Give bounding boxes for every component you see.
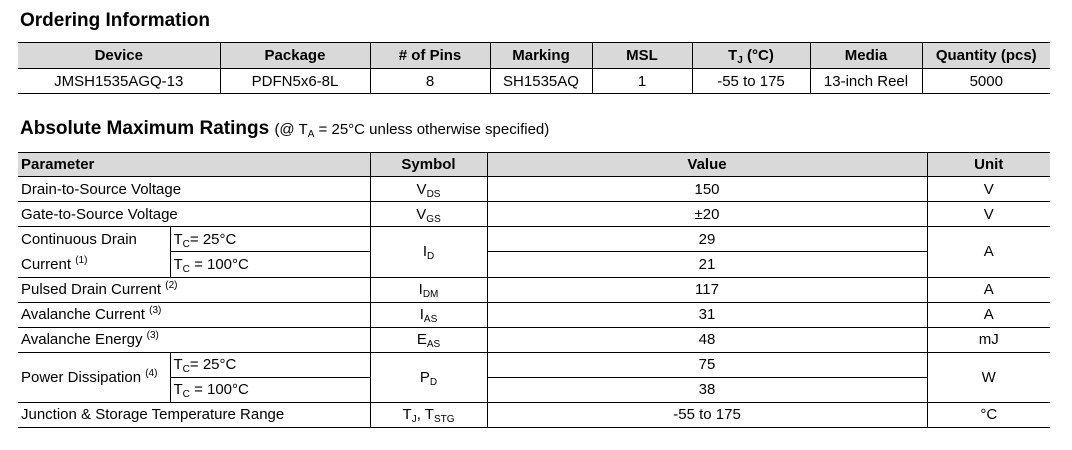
param-id-line2: Current $^{(1)}$ [18, 252, 170, 278]
unit-ias: A [927, 302, 1050, 327]
table-row [18, 202, 1050, 227]
symbol-vds: $V_{DS}$ [370, 177, 487, 202]
col-media: Media [810, 43, 922, 69]
col-device: Device [18, 43, 220, 69]
col-quantity: Quantity (pcs) [922, 43, 1050, 69]
unit-idm: A [927, 277, 1050, 302]
table-row [18, 352, 1050, 377]
table-row [18, 69, 1050, 94]
symbol-eas: $E_{AS}$ [370, 327, 487, 352]
value-idm: 117 [487, 277, 927, 302]
unit-eas: mJ [927, 327, 1050, 352]
amr-header-row [18, 153, 1050, 177]
col-value: Value [487, 153, 927, 177]
param-pd: Power Dissipation $^{(4)}$ [18, 352, 170, 402]
table-row [18, 402, 1050, 427]
cond-id-25c: $T_C= 25^\circ C$ [170, 227, 370, 252]
param-tj: Junction & Storage Temperature Range [18, 402, 370, 427]
col-tj: $T_J$ (°C) [692, 43, 810, 69]
cell-quantity: 5000 [922, 69, 1050, 94]
cond-pd-100c: $T_C = 100^\circ C$ [170, 377, 370, 402]
col-unit: Unit [927, 153, 1050, 177]
value-ias: 31 [487, 302, 927, 327]
col-marking: Marking [490, 43, 592, 69]
cell-package: PDFN5x6-8L [220, 69, 370, 94]
value-pd-100c: 38 [487, 377, 927, 402]
cell-msl: 1 [592, 69, 692, 94]
param-id-line1: Continuous Drain [21, 230, 137, 248]
unit-vds: V [927, 177, 1050, 202]
cell-media: 13-inch Reel [810, 69, 922, 94]
cell-tj: -55 to 175 [692, 69, 810, 94]
table-row [18, 252, 1050, 278]
cell-marking: SH1535AQ [490, 69, 592, 94]
ordering-info-title: Ordering Information [20, 10, 210, 31]
amr-table [18, 152, 1050, 428]
col-symbol: Symbol [370, 153, 487, 177]
value-vds: 150 [487, 177, 927, 202]
unit-pd: W [927, 352, 1050, 402]
table-row [18, 327, 1050, 352]
param-ias: Avalanche Current $^{(3)}$ [18, 302, 370, 327]
table-row [18, 227, 1050, 252]
col-parameter: Parameter [18, 153, 370, 177]
value-pd-25c: 75 [487, 352, 927, 377]
param-idm: Pulsed Drain Current $^{(2)}$ [18, 277, 370, 302]
symbol-idm: $I_{DM}$ [370, 277, 487, 302]
table-row [18, 277, 1050, 302]
value-id-100c: 21 [487, 252, 927, 278]
param-eas: Avalanche Energy $^{(3)}$ [18, 327, 370, 352]
param-vds: Drain-to-Source Voltage [18, 177, 370, 202]
param-vgs: Gate-to-Source Voltage [18, 202, 370, 227]
cell-pins: 8 [370, 69, 490, 94]
value-tj: -55 to 175 [487, 402, 927, 427]
value-eas: 48 [487, 327, 927, 352]
cond-pd-25c: $T_C= 25^\circ C$ [170, 352, 370, 377]
col-msl: MSL [592, 43, 692, 69]
amr-title: Absolute Maximum Ratings (@ $T_A = 25^\circ C$ unless otherwise specified) [20, 118, 550, 140]
symbol-ias: $I_{AS}$ [370, 302, 487, 327]
ordering-header-row [18, 43, 1050, 69]
unit-id: A [927, 227, 1050, 278]
unit-tj: °C [927, 402, 1050, 427]
table-row [18, 377, 1050, 402]
unit-vgs: V [927, 202, 1050, 227]
col-pins: # of Pins [370, 43, 490, 69]
value-vgs: ±20 [487, 202, 927, 227]
cond-id-100c: $T_C = 100^\circ C$ [170, 252, 370, 278]
symbol-pd: $P_D$ [370, 352, 487, 402]
table-row [18, 302, 1050, 327]
symbol-tj: $T_J$, $T_{STG}$ [370, 402, 487, 427]
amr-conditions: (@ $T_A = 25^\circ C$ unless otherwise specified) [274, 121, 550, 140]
cell-device: JMSH1535AGQ-13 [18, 69, 220, 94]
symbol-id: $I_D$ [370, 227, 487, 278]
table-row [18, 177, 1050, 202]
value-id-25c: 29 [487, 227, 927, 252]
symbol-vgs: $V_{GS}$ [370, 202, 487, 227]
col-package: Package [220, 43, 370, 69]
ordering-table [18, 42, 1050, 94]
